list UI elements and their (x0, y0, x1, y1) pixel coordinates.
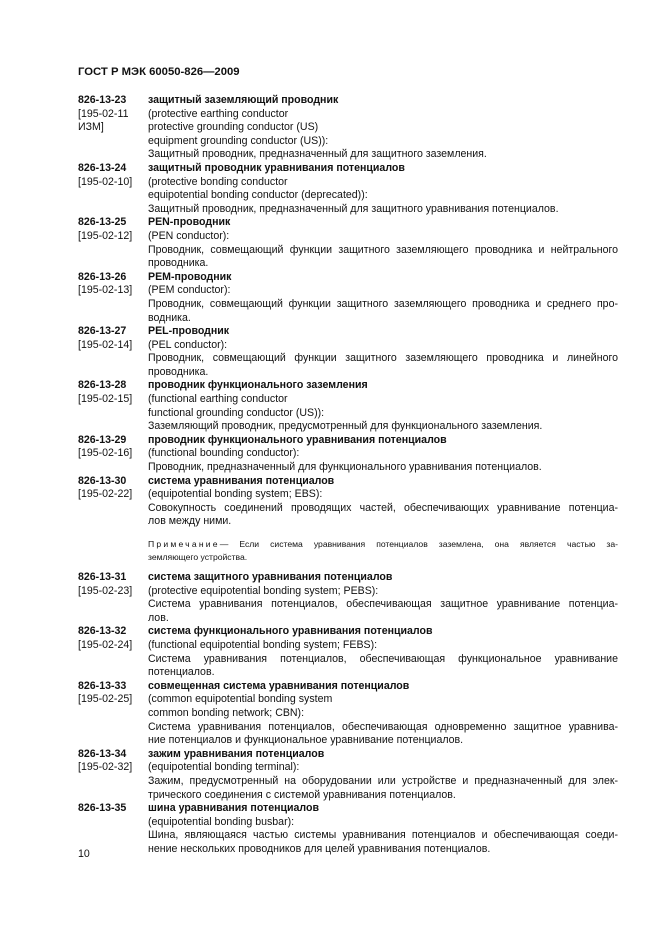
term-entry (78, 571, 618, 625)
reference-code (78, 666, 148, 680)
definition-line: Защитный проводник, предназначенный для защитного заземления. (148, 148, 487, 161)
reference-code: [195-02-12] (78, 229, 133, 242)
term-code: 826-13-29 (78, 433, 127, 446)
note-text (148, 538, 618, 551)
reference-code (78, 734, 148, 748)
reference-code (78, 775, 148, 789)
note-text (148, 551, 618, 564)
reference-code: [195-02-16] (78, 447, 133, 460)
term-code: 826-13-25 (78, 216, 127, 229)
english-equivalent: (PEL conductor): (148, 338, 228, 351)
entry-line (78, 515, 618, 529)
entry-line (78, 761, 618, 775)
english-equivalent: (protective earthing conductor (148, 107, 289, 120)
entry-line (78, 189, 618, 203)
english-equivalent: (protective equipotential bonding system; PEBS): (148, 584, 379, 597)
term-name: совмещенная система уравнивания потенциалов (148, 679, 410, 692)
english-equivalent: (equipotential bonding terminal): (148, 761, 300, 774)
term-code: 826-13-30 (78, 474, 127, 487)
entry-heading-row (78, 271, 618, 285)
spacer (78, 551, 148, 564)
document-header: ГОСТ Р МЭК 60050-826—2009 (78, 66, 240, 78)
reference-code (78, 407, 148, 421)
note-text-line: земляющего устройства. (148, 551, 248, 562)
english-equivalent: (common equipotential bonding system (148, 693, 333, 706)
term-code: 826-13-32 (78, 625, 127, 638)
reference-code: [195-02-15] (78, 393, 133, 406)
entry-line (78, 339, 618, 353)
reference-code (78, 598, 148, 612)
entry-line (78, 312, 618, 326)
definition-line: Система уравнивания потенциалов, обеспечивающая одновременно защитное уравнива- (148, 720, 618, 733)
entry-line (78, 447, 618, 461)
definition-line: Зажим, предусмотренный на оборудовании или устройстве и предназначенный для элек- (148, 774, 618, 787)
reference-code: [195-02-10] (78, 175, 133, 188)
term-name: зажим уравнивания потенциалов (148, 747, 325, 760)
entry-heading-row (78, 680, 618, 694)
entry-line (78, 366, 618, 380)
term-name: PEM-проводник (148, 270, 232, 283)
definition-line: ние потенциалов и функциональное уравнивание потенциалов. (148, 734, 464, 747)
english-equivalent: (equipotential bonding busbar): (148, 815, 295, 828)
reference-code (78, 312, 148, 326)
reference-code: [195-02-22] (78, 488, 133, 501)
definition-line: Защитный проводник, предназначенный для защитного уравнивания потенциалов. (148, 202, 559, 215)
english-equivalent: (functional bounding conductor): (148, 447, 300, 460)
note-label: Примечание (148, 539, 220, 549)
entry-line (78, 829, 618, 843)
term-entry (78, 475, 618, 563)
term-entry (78, 379, 618, 433)
definition-line: лов. (148, 611, 169, 624)
entry-line (78, 488, 618, 502)
definition-line: трического соединения с системой уравнивания потенциалов. (148, 788, 456, 801)
reference-code (78, 352, 148, 366)
term-entry (78, 162, 618, 216)
definition-line: проводника. (148, 365, 209, 378)
entry-heading-row (78, 379, 618, 393)
reference-code (78, 789, 148, 803)
definition-line: Проводник, предназначенный для функционального уравнивания потенциалов. (148, 461, 542, 474)
term-code: 826-13-26 (78, 270, 127, 283)
term-entry (78, 748, 618, 802)
entry-line (78, 843, 618, 857)
entry-line (78, 203, 618, 217)
term-code: 826-13-27 (78, 325, 127, 338)
entry-line (78, 284, 618, 298)
entry-line (78, 230, 618, 244)
entry-line (78, 135, 618, 149)
entry-line (78, 420, 618, 434)
entry-line (78, 244, 618, 258)
reference-code: [195-02-23] (78, 584, 133, 597)
reference-code: [195-02-32] (78, 761, 133, 774)
term-name: система защитного уравнивания потенциалов (148, 571, 393, 583)
english-equivalent: equipotential bonding conductor (deprecated)): (148, 189, 368, 202)
term-code: 826-13-31 (78, 571, 127, 583)
reference-code: ИЗМ] (78, 121, 104, 134)
reference-code (78, 461, 148, 475)
term-name: защитный заземляющий проводник (148, 94, 339, 106)
reference-code (78, 298, 148, 312)
reference-code (78, 502, 148, 516)
term-name: проводник функционального уравнивания потенциалов (148, 433, 447, 446)
definition-line: Проводник, совмещающий функции защитного заземляющего проводника и нейтрального (148, 243, 618, 256)
definition-line: Система уравнивания потенциалов, обеспечивающая защитное уравнивание потенциа- (148, 598, 618, 611)
english-equivalent: (PEN conductor): (148, 229, 230, 242)
english-equivalent: (equipotential bonding system; EBS): (148, 488, 323, 501)
term-entry (78, 680, 618, 748)
definition-line: Заземляющий проводник, предусмотренный для функционального заземления. (148, 420, 543, 433)
definition-line: нение нескольких проводников для целей уравнивания потенциалов. (148, 842, 491, 855)
definition-line: потенциалов. (148, 666, 215, 679)
entry-line (78, 585, 618, 599)
entry-heading-row (78, 625, 618, 639)
english-equivalent: protective grounding conductor (US) (148, 121, 319, 134)
note-line (78, 551, 618, 564)
english-equivalent: (functional earthing conductor (148, 393, 288, 406)
reference-code (78, 707, 148, 721)
entry-line (78, 734, 618, 748)
entry-line (78, 257, 618, 271)
definition-line: Система уравнивания потенциалов, обеспечивающая функциональное уравнивание (148, 652, 618, 665)
note-block (78, 538, 618, 563)
term-code: 826-13-23 (78, 94, 127, 106)
term-name: защитный проводник уравнивания потенциалов (148, 161, 405, 174)
entry-line (78, 393, 618, 407)
term-entry (78, 271, 618, 325)
term-name: система уравнивания потенциалов (148, 474, 335, 487)
entry-line (78, 707, 618, 721)
reference-code (78, 515, 148, 529)
entry-heading-row (78, 571, 618, 585)
entry-heading-row (78, 216, 618, 230)
english-equivalent: (functional equipotential bonding system; FEBS): (148, 638, 378, 651)
reference-code (78, 366, 148, 380)
entry-line (78, 612, 618, 626)
term-entry (78, 216, 618, 270)
term-code: 826-13-33 (78, 679, 127, 692)
reference-code (78, 244, 148, 258)
term-entry (78, 94, 618, 162)
entry-line (78, 121, 618, 135)
note-text-line: — Если система уравнивания потенциалов заземлена, она является частью за- (219, 539, 618, 549)
entry-line (78, 721, 618, 735)
entry-heading-row (78, 748, 618, 762)
reference-code: [195-02-25] (78, 693, 133, 706)
entry-heading-row (78, 94, 618, 108)
reference-code (78, 816, 148, 830)
entry-line (78, 598, 618, 612)
entry-line (78, 108, 618, 122)
definition-line: лов между ними. (148, 515, 232, 528)
definition-line: Проводник, совмещающий функции защитного заземляющего проводника и линейного (148, 352, 618, 365)
definition-line: Проводник, совмещающий функции защитного заземляющего проводника и среднего про- (148, 297, 618, 310)
page-number: 10 (78, 848, 90, 860)
reference-code (78, 189, 148, 203)
reference-code (78, 653, 148, 667)
entry-heading-row (78, 802, 618, 816)
entry-line (78, 816, 618, 830)
term-entry (78, 802, 618, 856)
entry-line (78, 148, 618, 162)
reference-code: [195-02-14] (78, 338, 133, 351)
reference-code (78, 148, 148, 162)
reference-code (78, 829, 148, 843)
english-equivalent: (protective bonding conductor (148, 175, 288, 188)
term-entry (78, 325, 618, 379)
entry-line (78, 789, 618, 803)
spacer (78, 538, 148, 551)
entry-heading-row (78, 475, 618, 489)
entry-line (78, 653, 618, 667)
reference-code: [195-02-11 (78, 107, 129, 120)
entry-line (78, 666, 618, 680)
definition-line: водника. (148, 311, 191, 324)
reference-code: [195-02-24] (78, 638, 133, 651)
definition-line: проводника. (148, 257, 209, 270)
term-code: 826-13-24 (78, 161, 127, 174)
term-code: 826-13-28 (78, 379, 127, 392)
reference-code: [195-02-13] (78, 284, 133, 297)
term-name: система функционального уравнивания потенциалов (148, 625, 433, 638)
reference-code (78, 257, 148, 271)
reference-code (78, 721, 148, 735)
reference-code (78, 612, 148, 626)
entry-heading-row (78, 162, 618, 176)
term-name: PEL-проводник (148, 325, 230, 338)
term-code: 826-13-35 (78, 802, 127, 815)
entry-line (78, 407, 618, 421)
english-equivalent: (PEM conductor): (148, 284, 231, 297)
note-line (78, 538, 618, 551)
term-code: 826-13-34 (78, 747, 127, 760)
entry-line (78, 461, 618, 475)
entry-heading-row (78, 434, 618, 448)
reference-code (78, 203, 148, 217)
terms-list (78, 94, 618, 856)
entry-line (78, 176, 618, 190)
term-entry (78, 434, 618, 475)
entry-line (78, 352, 618, 366)
reference-code (78, 420, 148, 434)
term-name: PEN-проводник (148, 216, 231, 229)
entry-line (78, 502, 618, 516)
term-entry (78, 625, 618, 679)
reference-code (78, 135, 148, 149)
english-equivalent: common bonding network; CBN): (148, 706, 305, 719)
entry-heading-row (78, 325, 618, 339)
entry-line (78, 693, 618, 707)
definition-line: Совокупность соединений проводящих частей, обеспечивающих уравнивание потенциа- (148, 501, 618, 514)
english-equivalent: equipment grounding conductor (US)): (148, 134, 329, 147)
term-name: шина уравнивания потенциалов (148, 802, 319, 815)
entry-line (78, 298, 618, 312)
english-equivalent: functional grounding conductor (US)): (148, 406, 325, 419)
definition-line: Шина, являющаяся частью системы уравнивания потенциалов и обеспечивающая соеди- (148, 829, 618, 842)
entry-line (78, 775, 618, 789)
entry-line (78, 639, 618, 653)
term-name: проводник функционального заземления (148, 379, 368, 392)
